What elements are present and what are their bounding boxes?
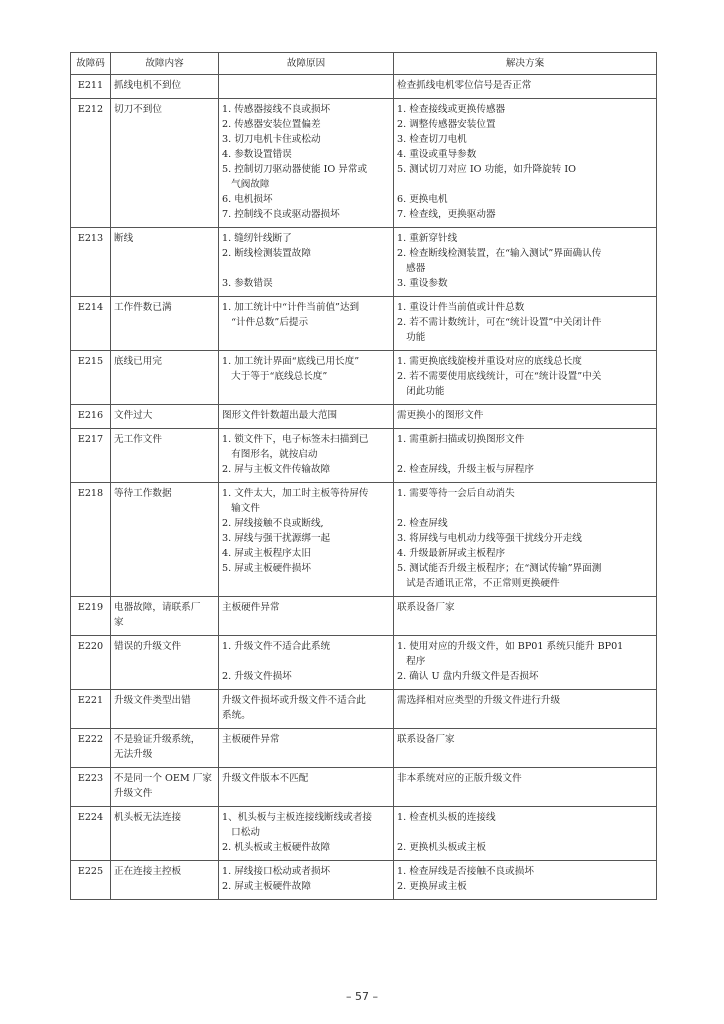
solution-line: 5. 测试切刀对应 IO 功能，如升降旋转 IO [397,164,576,175]
cause-line: 1. 传感器接线不良或损坏 [222,104,331,115]
content-line: 机头板无法连接 [114,812,182,823]
cause-line: 2. 升级文件损坏 [222,671,292,682]
table-row [71,690,657,729]
solution-line: 4. 升级最新屏或主板程序 [397,548,506,559]
fault-solution [394,75,657,99]
fault-content [111,297,219,351]
solution-line: 联系设备厂家 [397,602,455,613]
solution-line: 闭此功能 [397,386,445,397]
cause-line: 图形文件针数超出最大范围 [222,410,338,421]
solution-line: 需更换小的图形文件 [397,410,484,421]
cause-line: 1. 锁文件下，电子标签未扫描到已 [222,434,369,445]
cause-line: 1、机头板与主板连接线断线或者接 [222,812,373,823]
solution-line: 2. 更换机头板或主板 [397,842,486,853]
cause-line: 系统。 [222,710,251,721]
fault-solution [394,861,657,900]
fault-cause [219,99,394,228]
table-row [71,228,657,297]
solution-line: 2. 检查屏线 [397,518,448,529]
solution-line: 2. 若不需要使用底线统计，可在“统计设置”中关 [397,371,602,382]
solution-line: 3. 将屏线与电机动力线等强干扰线分开走线 [397,533,582,544]
content-line: 工作件数已满 [114,302,172,313]
table-row [71,807,657,861]
fault-code: E215 [71,351,111,405]
content-line: 升级文件类型出错 [114,695,191,706]
cause-line: 2. 传感器安装位置偏差 [222,119,321,130]
solution-line: 1. 需重新扫描或切换图形文件 [397,434,525,445]
cause-line: 1. 加工统计界面“底线已用长度” [222,356,360,367]
cause-line: 升级文件损坏或升级文件不适合此 [222,695,366,706]
cause-line: 1. 屏线接口松动或者损坏 [222,866,331,877]
solution-line: 1. 使用对应的升级文件，如 BP01 系统只能升 BP01 [397,641,624,652]
fault-content [111,768,219,807]
fault-code-table [70,52,657,900]
cause-line: 6. 电机损坏 [222,194,273,205]
fault-content [111,597,219,636]
fault-solution [394,99,657,228]
solution-line: 4. 重设或重导参数 [397,149,477,160]
table-row [71,729,657,768]
fault-code: E225 [71,861,111,900]
fault-code: E222 [71,729,111,768]
content-line: 无法升级 [114,749,153,760]
solution-line: 程序 [397,656,426,667]
fault-cause [219,405,394,429]
fault-cause [219,690,394,729]
fault-solution [394,228,657,297]
fault-cause [219,75,394,99]
cause-line: 升级文件版本不匹配 [222,773,309,784]
fault-content [111,429,219,483]
fault-code: E224 [71,807,111,861]
fault-content [111,228,219,297]
cause-line: 7. 控制线不良或驱动器损坏 [222,209,340,220]
cause-line: 1. 加工统计中“计件当前值”达到 [222,302,360,313]
table-row [71,351,657,405]
content-line: 不是同一个 OEM 厂家 [114,773,212,784]
content-line: 等待工作数据 [114,488,172,499]
fault-code: E216 [71,405,111,429]
fault-cause [219,636,394,690]
solution-line: 试是否通讯正常，不正常则更换硬件 [397,578,560,589]
content-line: 升级文件 [114,788,153,799]
solution-line: 7. 检查线，更换驱动器 [397,209,496,220]
solution-line: 联系设备厂家 [397,734,455,745]
cause-line: 1. 升级文件不适合此系统 [222,641,331,652]
solution-line: 非本系统对应的正版升级文件 [397,773,522,784]
fault-cause [219,768,394,807]
content-line: 切刀不到位 [114,104,162,115]
fault-code: E217 [71,429,111,483]
fault-content [111,351,219,405]
fault-content [111,636,219,690]
solution-line: 1. 检查接线或更换传感器 [397,104,506,115]
cause-line: 3. 参数错误 [222,278,273,289]
fault-content [111,861,219,900]
content-line: 电器故障，请联系厂 [114,602,201,613]
fault-code: E212 [71,99,111,228]
fault-cause [219,429,394,483]
table-row [71,297,657,351]
cause-line: 1. 缝纫针线断了 [222,233,292,244]
fault-solution [394,729,657,768]
cause-line: 1. 文件太大，加工时主板等待屏传 [222,488,369,499]
fault-code: E223 [71,768,111,807]
cause-line: 5. 屏或主板硬件损坏 [222,563,311,574]
table-row [71,99,657,228]
table-header-row [71,53,657,75]
solution-line: 1. 检查屏线是否接触不良或损坏 [397,866,534,877]
table-row [71,636,657,690]
cause-line: 2. 机头板或主板硬件故障 [222,842,331,853]
fault-rows [71,75,657,900]
fault-cause [219,483,394,597]
fault-code: E220 [71,636,111,690]
cause-line: 有图形名，就按启动 [222,449,318,460]
content-line: 无工作文件 [114,434,162,445]
fault-content [111,807,219,861]
solution-line: 2. 检查断线检测装置，在“输入测试”界面确认传 [397,248,602,259]
fault-cause [219,729,394,768]
solution-line: 功能 [397,332,426,343]
cause-line: 2. 屏与主板文件传输故障 [222,464,331,475]
header-content: 故障内容 [111,53,219,75]
fault-solution [394,636,657,690]
fault-solution [394,690,657,729]
solution-line: 3. 重设参数 [397,278,448,289]
content-line: 错误的升级文件 [114,641,182,652]
fault-solution [394,768,657,807]
solution-line: 3. 检查切刀电机 [397,134,467,145]
solution-line: 2. 调整传感器安装位置 [397,119,496,130]
fault-content [111,405,219,429]
fault-solution [394,597,657,636]
solution-line: 1. 重新穿针线 [397,233,458,244]
cause-line: 主板硬件异常 [222,734,280,745]
fault-code: E219 [71,597,111,636]
fault-cause [219,297,394,351]
solution-line: 1. 需更换底线旋梭并重设对应的底线总长度 [397,356,582,367]
solution-line [397,447,653,462]
content-line: 不是验证升级系统， [114,734,201,745]
fault-code: E221 [71,690,111,729]
solution-line: 检查抓线电机零位信号是否正常 [397,80,532,91]
cause-line: 输文件 [222,503,260,514]
table-row [71,429,657,483]
solution-line: 1. 检查机头板的连接线 [397,812,496,823]
fault-solution [394,405,657,429]
table-row [71,861,657,900]
table-row [71,768,657,807]
fault-content [111,75,219,99]
fault-content [111,729,219,768]
cause-line: 4. 屏或主板程序太旧 [222,548,311,559]
fault-cause [219,597,394,636]
solution-line [397,501,653,516]
cause-line [222,78,390,93]
fault-content [111,99,219,228]
solution-line: 2. 若不需计数统计，可在“统计设置”中关闭计件 [397,317,602,328]
solution-line: 感器 [397,263,426,274]
fault-content [111,483,219,597]
solution-line: 2. 检查屏线，升级主板与屏程序 [397,464,534,475]
solution-line: 1. 重设计件当前值或计件总数 [397,302,525,313]
cause-line: 主板硬件异常 [222,602,280,613]
fault-code: E218 [71,483,111,597]
cause-line: 4. 参数设置错误 [222,149,292,160]
cause-line [222,654,390,669]
cause-line [222,261,390,276]
fault-content [111,690,219,729]
content-line: 抓线电机不到位 [114,80,182,91]
cause-line: 大于等于“底线总长度” [222,371,328,382]
fault-cause [219,351,394,405]
table-row [71,483,657,597]
cause-line: “计件总数”后提示 [222,317,309,328]
fault-cause [219,807,394,861]
cause-line: 气阀故障 [222,179,270,190]
fault-code: E214 [71,297,111,351]
cause-line: 2. 屏或主板硬件故障 [222,881,311,892]
fault-code: E211 [71,75,111,99]
cause-line: 2. 屏线接触不良或断线, [222,518,324,529]
cause-line: 3. 切刀电机卡住或松动 [222,134,321,145]
cause-line: 5. 控制切刀驱动器使能 IO 异常或 [222,164,368,175]
solution-line: 2. 更换屏或主板 [397,881,467,892]
solution-line: 6. 更换电机 [397,194,448,205]
fault-code: E213 [71,228,111,297]
cause-line: 口松动 [222,827,260,838]
solution-line [397,177,653,192]
content-line: 正在连接主控板 [114,866,182,877]
fault-solution [394,807,657,861]
solution-line: 5. 测试能否升级主板程序；在“测试传输”界面测 [397,563,602,574]
table-row [71,597,657,636]
fault-solution [394,297,657,351]
cause-line: 2. 断线检测装置故障 [222,248,311,259]
page-number: – 57 – [346,990,378,1003]
content-line: 文件过大 [114,410,153,421]
solution-line: 需选择相对应类型的升级文件进行升级 [397,695,561,706]
fault-cause [219,228,394,297]
table-row [71,75,657,99]
header-cause: 故障原因 [219,53,394,75]
cause-line: 3. 屏线与强干扰源绑一起 [222,533,331,544]
fault-solution [394,483,657,597]
table-row [71,405,657,429]
fault-solution [394,429,657,483]
fault-cause [219,861,394,900]
solution-line: 1. 需要等待一会后自动消失 [397,488,515,499]
fault-solution [394,351,657,405]
content-line: 断线 [114,233,134,244]
header-solution: 解决方案 [394,53,657,75]
content-line: 家 [114,617,124,628]
header-code: 故障码 [71,53,111,75]
solution-line [397,825,653,840]
content-line: 底线已用完 [114,356,162,367]
solution-line: 2. 确认 U 盘内升级文件是否损坏 [397,671,539,682]
